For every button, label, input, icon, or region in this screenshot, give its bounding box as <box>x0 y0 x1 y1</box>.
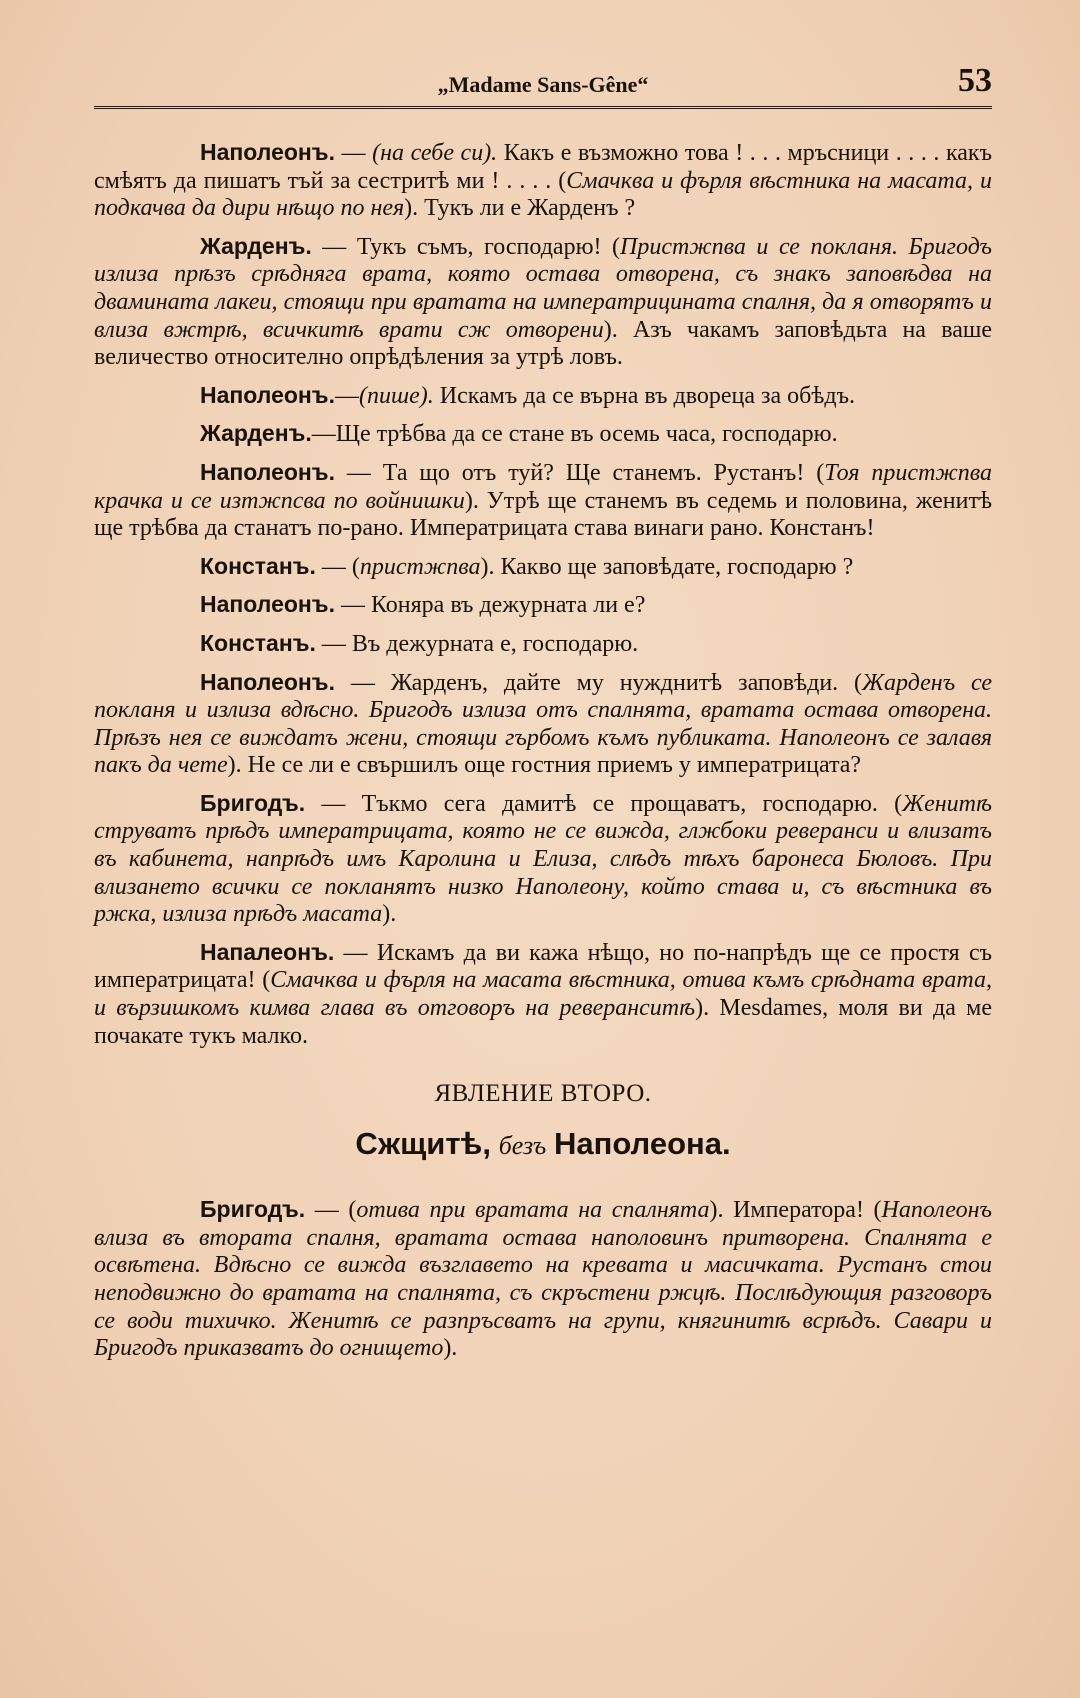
stage-direction: Пристжпва и се покланя. Бригодъ излиза прѣзъ срѣдняга врата, която остава отворена, съ знакъ заповѣдва на двамината лакеи, стоящи при вратата на императрицината спалня, да я отворятъ и влиза вжтрѣ, всичкитѣ врати сж отворени <box>94 233 992 343</box>
dialogue-text: — Тукъ съмъ, господарю! ( <box>311 233 621 260</box>
dialogue-text: ). <box>382 901 397 928</box>
dialogue-text: ). Не се ли е свършилъ още гостния приемъ у императрицата? <box>227 752 862 779</box>
dialogue-text: ). Утрѣ ще станемъ въ седемь и половина, женитѣ ще трѣбва да станатъ по-рано. Императрицата става винаги рано. Констанъ! <box>94 487 992 542</box>
dialogue-paragraph <box>94 459 992 543</box>
dialogue-text: ). Азъ чакамъ заповѣдьта на ваше величество относително опрѣдѣления за утрѣ ловъ. <box>94 316 992 371</box>
dialogue-text: Искамъ да се върна въ двореца за обѣдъ. <box>433 382 856 409</box>
dialogue-paragraph <box>94 790 992 929</box>
speaker-name: Наполеонъ. <box>200 458 335 485</box>
dialogue-paragraph <box>94 591 992 620</box>
speaker-name: Бригодъ. <box>200 789 306 816</box>
dialogue-paragraph <box>94 420 992 449</box>
speaker-name: Наполеонъ. <box>200 139 335 165</box>
scene-cast-part: безъ <box>498 1131 547 1161</box>
dialogue-text: ). Тукъ ли е Жарденъ ? <box>404 195 636 222</box>
scene-cast-part: Сжщитѣ, <box>355 1126 491 1162</box>
scene-title: ЯВЛЕНИЕ ВТОРО. <box>434 1080 652 1108</box>
stage-direction: Смачква и фърля на масата вѣстника, отива къмъ срѣдната врата, и вързишкомъ кимва глава въ отговоръ на реверанситѣ <box>94 967 992 1022</box>
dialogue-text: — <box>334 382 359 409</box>
dialogue-text: ). Какво ще заповѣдате, господарю ? <box>480 553 854 580</box>
speaker-name: Наполеонъ. <box>200 668 335 695</box>
speaker-name: Жарденъ. <box>200 420 312 447</box>
speaker-name: Бригодъ. <box>200 1196 306 1223</box>
stage-direction: отива при вратата на спалнята <box>356 1197 710 1224</box>
dialogue-paragraph <box>94 553 992 582</box>
stage-direction: (на себе си). <box>372 140 498 166</box>
dialogue-paragraph <box>94 669 992 780</box>
dialogue-block <box>94 139 992 1050</box>
stage-direction: Тоя пристжпва крачка и се изтжпсва по войнишки <box>94 459 992 514</box>
dialogue-text: — Жарденъ, дайте му нужднитѣ заповѣди. ( <box>334 669 863 696</box>
dialogue-text: —Ще трѣбва да се стане въ осемь часа, господарю. <box>311 421 838 448</box>
dialogue-text: — Та що отъ туй? Ще станемъ. Рустанъ! ( <box>334 459 825 486</box>
speaker-name: Констанъ. <box>200 629 316 656</box>
dialogue-text: — Тъкмо сега дамитѣ се прощаватъ, господарю. ( <box>305 790 903 817</box>
running-head <box>94 62 992 109</box>
dialogue-paragraph <box>94 1196 992 1363</box>
stage-direction: (пише). <box>358 382 434 409</box>
speaker-name: Наполеонъ. <box>200 591 335 618</box>
dialogue-text: — ( <box>305 1197 357 1224</box>
dialogue-text: — ( <box>315 553 360 580</box>
dialogue-block <box>94 1196 992 1363</box>
scene-cast <box>94 1126 992 1162</box>
dialogue-text: Какъ е възможно това ! . . . мръсници . . . . какъ смѣятъ да пишатъ тъй за сестритѣ ми ! . . . . ( <box>94 140 993 194</box>
speaker-name: Жарденъ. <box>200 232 312 259</box>
dialogue-paragraph <box>94 382 992 411</box>
dialogue-text: — Въ дежурната е, господарю. <box>315 630 639 657</box>
dialogue-paragraph <box>94 139 992 223</box>
dialogue-paragraph <box>94 630 992 659</box>
dialogue-text: — <box>334 140 373 166</box>
dialogue-paragraph <box>94 233 992 372</box>
stage-direction: пристжпва <box>359 553 481 580</box>
stage-direction: Жарденъ се покланя и излиза вдѣсно. Бригодъ излиза отъ спалнята, вратата остава отворена. Прѣзъ нея се виждатъ жени, стоящи гърбомъ къмъ публиката. Наполеонъ се залавя пакъ да чете <box>94 669 993 779</box>
dialogue-text: — Искамъ да ви кажа нѣщо, но по-напрѣдъ ще се простя съ императрицата! ( <box>94 939 992 994</box>
dialogue-text: ). Mesdames, моля ви да ме почакате тукъ малко. <box>94 995 993 1049</box>
dialogue-text: ). Императора! ( <box>709 1197 882 1224</box>
dialogue-text: ). <box>443 1335 458 1362</box>
stage-direction: Женитѣ струватъ прѣдъ императрицата, която не се вижда, глжбоки реверанси и влизатъ въ кабинета, напрѣдъ имъ Каролина и Елиза, слѣдъ тѣхъ баронеса Бюловъ. При влизането всички се покланятъ низко Наполеону, който става и, съ вѣстника въ ржка, излиза прѣдъ масата <box>94 790 992 928</box>
speaker-name: Констанъ. <box>200 552 316 579</box>
running-title: „Madame Sans-Gêne“ <box>437 72 649 97</box>
page-number: 53 <box>958 62 992 99</box>
stage-direction: Смачква и фърля вѣстника на масата, и подкачва да дири нѣщо по нея <box>94 167 993 222</box>
speaker-name: Наполеонъ. <box>200 381 335 408</box>
dialogue-text: — Коняра въ дежурната ли е? <box>334 592 646 619</box>
stage-direction: Наполеонъ влиза въ втората спалня, вратата остава наполовинъ притворена. Спалнята е освѣтена. Вдѣсно се вижда възглавето на кревата и масичката. Рустанъ стои неподвижно до вратата на спалнята, съ скръстени ржцѣ. Послѣдующия разговоръ се води тихичко. Женитѣ се разпръсватъ на групи, княгинитѣ всрѣдъ. Савари и Бригодъ приказватъ до огнището <box>94 1197 992 1362</box>
speaker-name: Напалеонъ. <box>200 938 335 965</box>
scene-cast-part: Наполеона. <box>554 1126 731 1162</box>
dialogue-paragraph <box>94 939 992 1050</box>
